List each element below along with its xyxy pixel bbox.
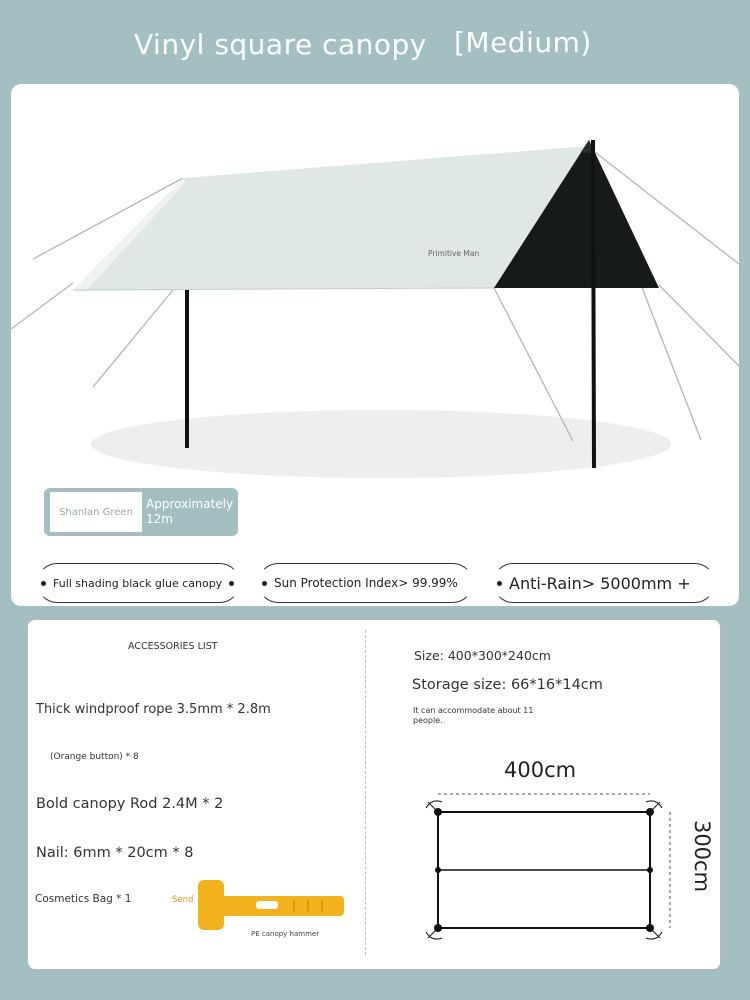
feature-sun-protection: [258, 563, 473, 603]
accessory-nail: Nail: 6mm * 20cm * 8: [36, 845, 194, 861]
hammer-label: PE canopy hammer: [251, 930, 320, 938]
size-label: [Medium): [454, 26, 592, 59]
accessory-rope: Thick windproof rope 3.5mm * 2.8m: [36, 702, 271, 717]
ground-shadow: [91, 410, 671, 478]
depth-label: 300cm: [690, 819, 715, 893]
accessory-rope-note: (Orange button) * 8: [50, 752, 139, 762]
spec-size: Size: 400*300*240cm: [414, 648, 551, 663]
accessory-rod: Bold canopy Rod 2.4M * 2: [36, 796, 224, 812]
color-swatch: Shanlan Green: [50, 492, 142, 532]
brand-print: Primitive Man: [428, 249, 480, 258]
bullet-icon: [262, 581, 267, 586]
hammer-icon: [196, 872, 346, 938]
feature-label: Anti-Rain> 5000mm +: [509, 573, 691, 593]
bullet-icon: [497, 581, 502, 586]
width-label: 400cm: [504, 758, 577, 782]
accessory-bag: Cosmetics Bag * 1: [35, 893, 132, 905]
feature-label: Sun Protection Index> 99.99%: [274, 576, 458, 590]
feature-anti-rain: [493, 563, 715, 603]
spec-card: [27, 619, 721, 970]
spec-storage: Storage size: 66*16*14cm: [412, 677, 603, 693]
bullet-icon: [229, 581, 234, 586]
feature-shading: [37, 563, 240, 603]
column-divider: [365, 630, 366, 955]
canopy-pole-right: [593, 140, 594, 468]
page-title: Vinyl square canopy: [134, 28, 427, 61]
feature-label: Full shading black glue canopy: [53, 576, 223, 590]
area-label: Approximately 12m: [146, 497, 234, 526]
accessories-heading: ACCESSORIES LIST: [128, 641, 218, 652]
bullet-icon: [41, 581, 46, 586]
send-label: Send: [172, 895, 194, 905]
spec-capacity: It can accommodate about 11 people.: [413, 706, 534, 725]
color-option-chip[interactable]: [44, 488, 238, 536]
